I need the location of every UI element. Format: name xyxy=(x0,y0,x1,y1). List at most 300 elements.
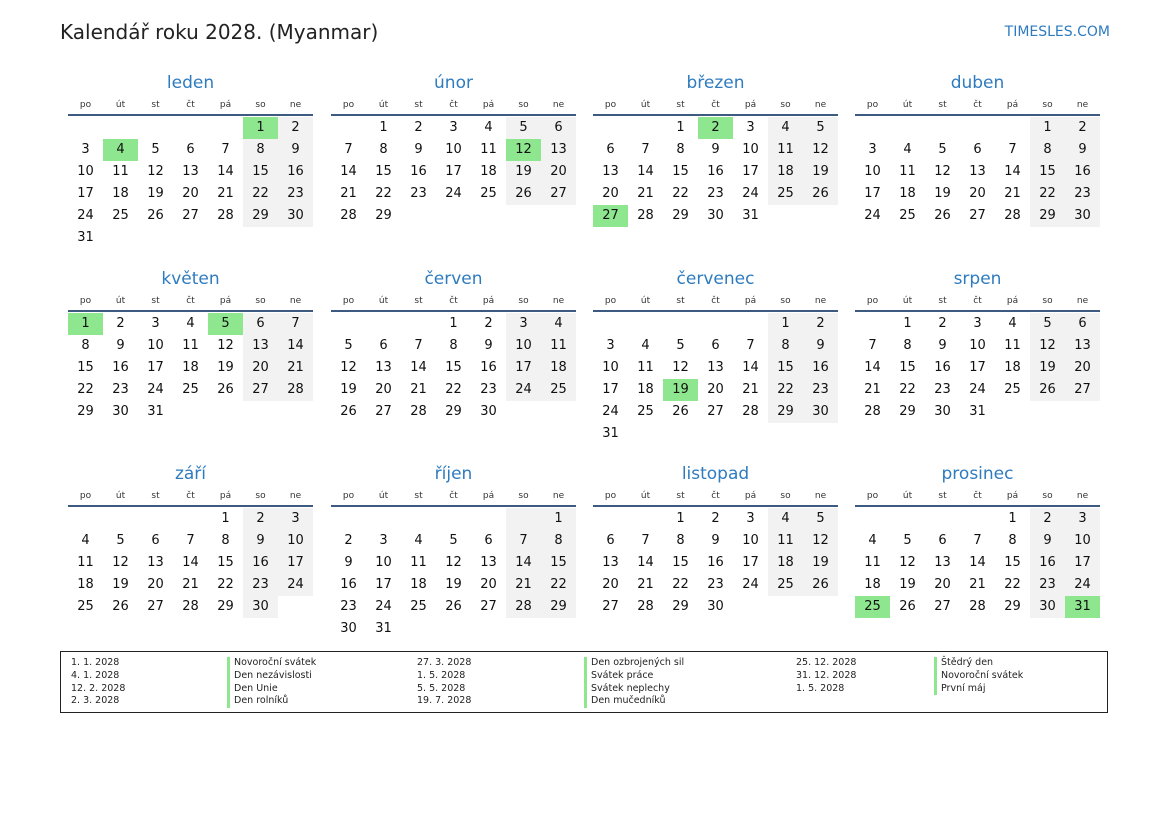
day-cell: 5 xyxy=(151,142,160,157)
day-cell: 11 xyxy=(410,555,427,570)
day-cell: 13 xyxy=(541,139,576,161)
weekday-label: út xyxy=(640,296,651,306)
month-calendar xyxy=(855,461,1100,618)
month-calendar xyxy=(68,266,313,423)
day-cell: 17 xyxy=(77,186,94,201)
day-cell: 16 xyxy=(934,360,951,375)
weekday-label: ne xyxy=(552,100,565,110)
day-cell: 20 xyxy=(707,382,724,397)
week-row xyxy=(855,313,1100,335)
week-row xyxy=(68,335,313,357)
day-cell: 22 xyxy=(899,382,916,397)
day-cell: 14 xyxy=(1004,164,1021,179)
week-row xyxy=(855,574,1100,596)
day-cell: 11 xyxy=(182,338,199,353)
day-cell: 31 xyxy=(147,404,164,419)
empty-cell xyxy=(138,117,173,139)
day-cell: 28 xyxy=(742,404,759,419)
day-cell: 10 xyxy=(742,533,759,548)
empty-cell xyxy=(401,313,436,335)
day-cell: 26 xyxy=(803,183,838,205)
weekday-label: po xyxy=(604,100,617,110)
day-cell: 15 xyxy=(1030,161,1065,183)
day-cell: 5 xyxy=(116,533,125,548)
day-cell: 30 xyxy=(243,596,278,618)
day-cell: 26 xyxy=(506,183,541,205)
weekday-label: so xyxy=(255,100,266,110)
day-cell: 24 xyxy=(742,577,759,592)
weekday-label: so xyxy=(518,296,529,306)
empty-cell xyxy=(103,227,138,249)
weekday-label: st xyxy=(414,296,423,306)
weekday-label: čt xyxy=(711,296,720,306)
legend-holiday-name: Den mučedníků xyxy=(584,695,684,708)
day-cell: 2 xyxy=(484,316,493,331)
holiday-day-cell: 31 xyxy=(1065,596,1100,618)
day-cell: 22 xyxy=(672,186,689,201)
empty-cell xyxy=(471,508,506,530)
day-cell: 9 xyxy=(344,555,353,570)
day-cell: 22 xyxy=(445,382,462,397)
day-cell: 4 xyxy=(1008,316,1017,331)
day-cell: 6 xyxy=(1065,313,1100,335)
day-cell: 1 xyxy=(1030,117,1065,139)
day-cell: 16 xyxy=(112,360,129,375)
day-cell: 11 xyxy=(480,142,497,157)
day-cell: 10 xyxy=(1065,530,1100,552)
holiday-day-cell: 2 xyxy=(698,117,733,139)
legend-name-column xyxy=(934,657,1023,695)
day-cell: 30 xyxy=(707,599,724,614)
day-cell: 20 xyxy=(1065,357,1100,379)
day-cell: 17 xyxy=(969,360,986,375)
empty-cell xyxy=(173,401,208,423)
day-cell: 3 xyxy=(506,313,541,335)
empty-cell xyxy=(995,401,1030,423)
weekday-label: čt xyxy=(973,491,982,501)
day-cell: 2 xyxy=(1065,117,1100,139)
day-cell: 12 xyxy=(1030,335,1065,357)
weekday-label: čt xyxy=(186,296,195,306)
month-name: únor xyxy=(434,73,473,93)
empty-cell xyxy=(733,596,768,618)
weekday-label: ne xyxy=(289,100,302,110)
day-cell: 19 xyxy=(112,577,129,592)
day-cell: 12 xyxy=(445,555,462,570)
weekday-label: st xyxy=(151,296,160,306)
day-cell: 3 xyxy=(746,120,755,135)
legend-date-column xyxy=(796,657,856,695)
day-cell: 12 xyxy=(899,555,916,570)
empty-cell xyxy=(890,508,925,530)
empty-cell xyxy=(1065,401,1100,423)
day-cell: 2 xyxy=(414,120,423,135)
day-cell: 25 xyxy=(182,382,199,397)
month-rule xyxy=(593,310,838,312)
empty-cell xyxy=(506,508,541,530)
day-cell: 21 xyxy=(182,577,199,592)
day-cell: 29 xyxy=(1030,205,1065,227)
day-cell: 2 xyxy=(243,508,278,530)
weekday-label: so xyxy=(255,296,266,306)
legend-date: 1. 5. 2028 xyxy=(796,682,845,694)
day-cell: 24 xyxy=(742,186,759,201)
day-cell: 7 xyxy=(414,338,423,353)
day-cell: 7 xyxy=(344,142,353,157)
week-row xyxy=(68,139,313,161)
day-cell: 16 xyxy=(480,360,497,375)
weekday-label: po xyxy=(342,491,355,501)
empty-cell xyxy=(278,401,313,423)
day-cell: 6 xyxy=(938,533,947,548)
day-cell: 21 xyxy=(340,186,357,201)
week-row xyxy=(68,183,313,205)
day-cell: 31 xyxy=(602,426,619,441)
day-cell: 8 xyxy=(379,142,388,157)
day-cell: 16 xyxy=(1065,161,1100,183)
day-cell: 1 xyxy=(379,120,388,135)
day-cell: 29 xyxy=(375,208,392,223)
month-rule xyxy=(855,310,1100,312)
day-cell: 8 xyxy=(243,139,278,161)
weekday-label: st xyxy=(414,100,423,110)
day-cell: 11 xyxy=(768,139,803,161)
week-row xyxy=(331,574,576,596)
day-cell: 17 xyxy=(445,164,462,179)
week-row xyxy=(593,161,838,183)
day-cell: 2 xyxy=(1030,508,1065,530)
empty-cell xyxy=(698,313,733,335)
day-cell: 14 xyxy=(410,360,427,375)
week-row xyxy=(593,552,838,574)
day-cell: 15 xyxy=(77,360,94,375)
day-cell: 18 xyxy=(864,577,881,592)
day-cell: 10 xyxy=(77,164,94,179)
week-row xyxy=(331,596,576,618)
day-cell: 26 xyxy=(934,208,951,223)
week-row xyxy=(68,357,313,379)
day-cell: 25 xyxy=(541,379,576,401)
month-name: leden xyxy=(166,73,215,93)
weekday-label: čt xyxy=(973,296,982,306)
day-cell: 3 xyxy=(379,533,388,548)
weekday-label: út xyxy=(902,100,913,110)
day-cell: 19 xyxy=(803,161,838,183)
weekday-label: ne xyxy=(1076,296,1089,306)
day-cell: 20 xyxy=(182,186,199,201)
day-cell: 15 xyxy=(768,357,803,379)
day-cell: 18 xyxy=(637,382,654,397)
day-cell: 28 xyxy=(217,208,234,223)
month-rule xyxy=(331,505,576,507)
day-cell: 9 xyxy=(484,338,493,353)
day-cell: 24 xyxy=(375,599,392,614)
day-cell: 14 xyxy=(182,555,199,570)
day-cell: 22 xyxy=(243,183,278,205)
month-rule xyxy=(855,505,1100,507)
legend-date: 4. 1. 2028 xyxy=(71,669,120,681)
week-row xyxy=(68,596,313,618)
day-cell: 12 xyxy=(340,360,357,375)
legend-date: 19. 7. 2028 xyxy=(417,695,472,707)
week-row xyxy=(593,117,838,139)
day-cell: 16 xyxy=(410,164,427,179)
day-cell: 2 xyxy=(938,316,947,331)
day-cell: 24 xyxy=(602,404,619,419)
week-row xyxy=(331,205,576,227)
day-cell: 28 xyxy=(969,599,986,614)
day-cell: 19 xyxy=(803,552,838,574)
day-cell: 9 xyxy=(414,142,423,157)
day-cell: 19 xyxy=(217,360,234,375)
month-calendar xyxy=(593,70,838,227)
day-cell: 17 xyxy=(375,577,392,592)
day-cell: 23 xyxy=(410,186,427,201)
weekday-label: čt xyxy=(449,100,458,110)
day-cell: 13 xyxy=(1065,335,1100,357)
day-cell: 30 xyxy=(1065,205,1100,227)
weekday-label: čt xyxy=(186,100,195,110)
day-cell: 23 xyxy=(480,382,497,397)
legend-holiday-name: Den ozbrojených sil xyxy=(584,657,684,670)
day-cell: 16 xyxy=(278,161,313,183)
day-cell: 26 xyxy=(672,404,689,419)
week-row xyxy=(68,379,313,401)
weekday-label: so xyxy=(518,491,529,501)
weekday-label: út xyxy=(115,100,126,110)
empty-cell xyxy=(208,401,243,423)
empty-cell xyxy=(103,117,138,139)
day-cell: 6 xyxy=(606,533,615,548)
weekday-label: út xyxy=(640,491,651,501)
month-calendar xyxy=(331,461,576,640)
empty-cell xyxy=(401,508,436,530)
day-cell: 21 xyxy=(217,186,234,201)
day-cell: 15 xyxy=(672,555,689,570)
week-row xyxy=(331,161,576,183)
day-cell: 6 xyxy=(484,533,493,548)
weekday-label: ne xyxy=(289,296,302,306)
day-cell: 30 xyxy=(480,404,497,419)
day-cell: 1 xyxy=(676,511,685,526)
weekday-label: st xyxy=(938,296,947,306)
empty-cell xyxy=(243,227,278,249)
day-cell: 22 xyxy=(375,186,392,201)
week-row xyxy=(331,530,576,552)
day-cell: 14 xyxy=(217,164,234,179)
day-cell: 5 xyxy=(803,117,838,139)
weekday-label: út xyxy=(378,100,389,110)
month-rule xyxy=(68,505,313,507)
legend-name-column xyxy=(227,657,316,708)
day-cell: 15 xyxy=(899,360,916,375)
weekday-label: st xyxy=(151,100,160,110)
day-cell: 3 xyxy=(973,316,982,331)
empty-cell xyxy=(401,618,436,640)
holiday-day-cell: 4 xyxy=(103,139,138,161)
day-cell: 28 xyxy=(340,208,357,223)
day-cell: 26 xyxy=(340,404,357,419)
weekday-label: pá xyxy=(1006,491,1019,501)
day-cell: 21 xyxy=(637,577,654,592)
day-cell: 7 xyxy=(973,533,982,548)
day-cell: 9 xyxy=(711,142,720,157)
day-cell: 4 xyxy=(484,120,493,135)
day-cell: 14 xyxy=(864,360,881,375)
week-row xyxy=(68,574,313,596)
day-cell: 3 xyxy=(449,120,458,135)
day-cell: 29 xyxy=(768,401,803,423)
legend-date: 31. 12. 2028 xyxy=(796,669,857,681)
day-cell: 13 xyxy=(969,164,986,179)
day-cell: 5 xyxy=(1030,313,1065,335)
day-cell: 20 xyxy=(375,382,392,397)
week-row xyxy=(68,205,313,227)
day-cell: 4 xyxy=(186,316,195,331)
empty-cell xyxy=(803,423,838,445)
day-cell: 27 xyxy=(602,599,619,614)
empty-cell xyxy=(960,117,995,139)
holiday-day-cell: 19 xyxy=(663,379,698,401)
day-cell: 28 xyxy=(637,208,654,223)
week-row xyxy=(593,401,838,423)
holiday-day-cell: 25 xyxy=(855,596,890,618)
day-cell: 24 xyxy=(864,208,881,223)
day-cell: 28 xyxy=(864,404,881,419)
week-row xyxy=(855,357,1100,379)
weekday-label: so xyxy=(1042,100,1053,110)
day-cell: 6 xyxy=(973,142,982,157)
week-row xyxy=(855,401,1100,423)
legend-date: 5. 5. 2028 xyxy=(417,682,466,694)
day-cell: 20 xyxy=(147,577,164,592)
weekday-label: po xyxy=(79,100,92,110)
weekday-label: pá xyxy=(744,491,757,501)
weekday-label: ne xyxy=(552,296,565,306)
day-cell: 21 xyxy=(864,382,881,397)
weekday-label: so xyxy=(780,491,791,501)
day-cell: 6 xyxy=(243,313,278,335)
day-cell: 29 xyxy=(77,404,94,419)
empty-cell xyxy=(803,205,838,227)
week-row xyxy=(855,117,1100,139)
month-calendar xyxy=(593,461,838,618)
month-name: srpen xyxy=(953,269,1002,289)
empty-cell xyxy=(541,401,576,423)
day-cell: 12 xyxy=(803,139,838,161)
day-cell: 27 xyxy=(1065,379,1100,401)
week-row xyxy=(593,357,838,379)
month-name: listopad xyxy=(681,464,750,484)
site-link[interactable]: TIMESLES.COM xyxy=(1004,24,1110,40)
week-row xyxy=(855,183,1100,205)
day-cell: 9 xyxy=(938,338,947,353)
day-cell: 3 xyxy=(151,316,160,331)
day-cell: 6 xyxy=(711,338,720,353)
day-cell: 29 xyxy=(672,599,689,614)
day-cell: 8 xyxy=(676,533,685,548)
day-cell: 9 xyxy=(1065,139,1100,161)
day-cell: 19 xyxy=(147,186,164,201)
day-cell: 28 xyxy=(637,599,654,614)
day-cell: 3 xyxy=(1065,508,1100,530)
weekday-label: čt xyxy=(711,491,720,501)
week-row xyxy=(68,313,313,335)
day-cell: 20 xyxy=(934,577,951,592)
day-cell: 11 xyxy=(112,164,129,179)
day-cell: 1 xyxy=(768,313,803,335)
month-rule xyxy=(68,114,313,116)
empty-cell xyxy=(331,508,366,530)
weekday-label: ne xyxy=(552,491,565,501)
day-cell: 2 xyxy=(278,117,313,139)
weekday-label: pá xyxy=(219,296,232,306)
day-cell: 8 xyxy=(449,338,458,353)
day-cell: 13 xyxy=(602,555,619,570)
day-cell: 23 xyxy=(707,577,724,592)
day-cell: 26 xyxy=(899,599,916,614)
day-cell: 18 xyxy=(768,552,803,574)
legend-name-column xyxy=(584,657,684,708)
day-cell: 29 xyxy=(541,596,576,618)
day-cell: 26 xyxy=(112,599,129,614)
day-cell: 29 xyxy=(445,404,462,419)
empty-cell xyxy=(855,313,890,335)
day-cell: 24 xyxy=(969,382,986,397)
day-cell: 23 xyxy=(278,183,313,205)
weekday-label: ne xyxy=(814,491,827,501)
day-cell: 25 xyxy=(77,599,94,614)
weekday-label: pá xyxy=(482,100,495,110)
week-row xyxy=(68,117,313,139)
weekday-label: út xyxy=(115,491,126,501)
week-row xyxy=(593,139,838,161)
empty-cell xyxy=(925,508,960,530)
day-cell: 13 xyxy=(934,555,951,570)
day-cell: 24 xyxy=(278,574,313,596)
day-cell: 20 xyxy=(541,161,576,183)
day-cell: 3 xyxy=(81,142,90,157)
day-cell: 21 xyxy=(742,382,759,397)
week-row xyxy=(855,530,1100,552)
week-row xyxy=(855,161,1100,183)
day-cell: 4 xyxy=(81,533,90,548)
empty-cell xyxy=(768,205,803,227)
week-row xyxy=(68,227,313,249)
day-cell: 30 xyxy=(934,404,951,419)
day-cell: 4 xyxy=(541,313,576,335)
day-cell: 30 xyxy=(803,401,838,423)
week-row xyxy=(593,379,838,401)
day-cell: 11 xyxy=(899,164,916,179)
day-cell: 2 xyxy=(711,511,720,526)
day-cell: 30 xyxy=(278,205,313,227)
empty-cell xyxy=(593,117,628,139)
day-cell: 23 xyxy=(934,382,951,397)
holiday-day-cell: 5 xyxy=(208,313,243,335)
day-cell: 11 xyxy=(864,555,881,570)
day-cell: 28 xyxy=(182,599,199,614)
day-cell: 8 xyxy=(903,338,912,353)
day-cell: 13 xyxy=(480,555,497,570)
week-row xyxy=(68,401,313,423)
empty-cell xyxy=(768,423,803,445)
empty-cell xyxy=(401,205,436,227)
day-cell: 18 xyxy=(182,360,199,375)
day-cell: 7 xyxy=(221,142,230,157)
empty-cell xyxy=(68,117,103,139)
weekday-label: čt xyxy=(449,296,458,306)
